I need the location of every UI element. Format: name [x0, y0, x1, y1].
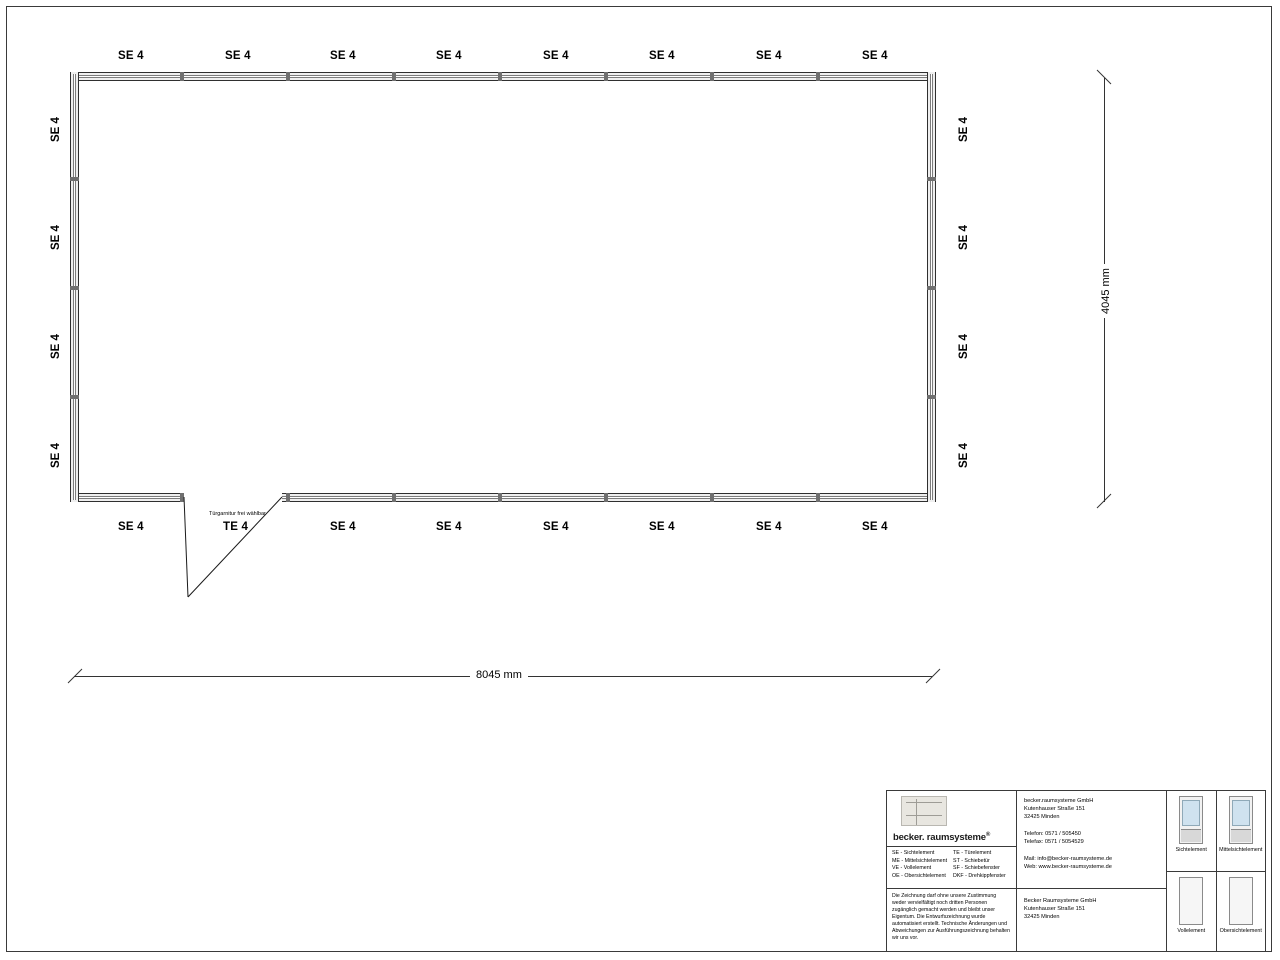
element-cell-mittelsichtelement — [1216, 791, 1266, 871]
company-address — [1024, 797, 1159, 821]
wall-joint — [816, 72, 820, 81]
logo-registered-icon: ® — [985, 831, 991, 838]
legend-column-left — [892, 850, 947, 885]
room-interior — [79, 81, 927, 493]
legend — [887, 847, 1016, 889]
wall-joint — [70, 395, 79, 399]
element-cell-sichtelement — [1167, 791, 1216, 871]
plan-label-bottom-0: SE 4 — [118, 521, 144, 533]
wall-joint — [927, 177, 936, 181]
disclaimer-text: Die Zeichnung darf ohne unsere Zustimmung weder vervielfältigt noch dritten Personen zugänglich gemacht werden und bleibt unser Eigentum. Die Entwurfszeichnung wurde automatisiert erstellt. Technische Änderungen und Abweichungen zur Ausführungszeichnung behalten wir uns vor. — [892, 893, 1010, 941]
logo-text — [893, 832, 990, 843]
plan-label-top-5: SE 4 — [649, 50, 675, 62]
legend-item: SE - Sichtelement — [892, 850, 935, 856]
element-row-bottom — [1167, 872, 1265, 952]
plan-label-right-0: SE 4 — [958, 117, 970, 142]
company-name: becker.raumsysteme GmbH — [1024, 798, 1094, 804]
company-info — [1017, 791, 1166, 889]
element-cell-obersichtelement — [1216, 872, 1266, 952]
plan-label-left-0: SE 4 — [50, 117, 62, 142]
plan-label-bottom-2: SE 4 — [330, 521, 356, 533]
wall-joint — [604, 493, 608, 502]
wall-joint — [286, 72, 290, 81]
building-logo-icon — [901, 796, 947, 826]
wall-joint — [710, 72, 714, 81]
company-web-block — [1024, 855, 1159, 871]
customer-city: 32425 Minden — [1024, 914, 1060, 920]
wall-joint — [710, 493, 714, 502]
title-block-address-column — [1017, 791, 1167, 951]
plan-label-right-2: SE 4 — [958, 334, 970, 359]
wall-joint — [816, 493, 820, 502]
wall-joint — [392, 493, 396, 502]
floor-plan — [70, 72, 936, 502]
plan-label-bottom-7: SE 4 — [862, 521, 888, 533]
logo-box — [887, 791, 1016, 847]
company-street: Kutenhauser Straße 151 — [1024, 806, 1085, 812]
plan-label-top-6: SE 4 — [756, 50, 782, 62]
title-block — [886, 790, 1266, 952]
plan-label-bottom-5: SE 4 — [649, 521, 675, 533]
legend-item: ST - Schiebetür — [953, 857, 990, 864]
obersichtelement-icon — [1229, 877, 1253, 925]
legend-item: DKF - Drehkippfenster — [953, 872, 1006, 879]
dimension-height-text: 4045 mm — [1100, 264, 1112, 318]
element-row-top — [1167, 791, 1265, 872]
legend-item: TE - Türelement — [953, 850, 992, 856]
element-cell-vollelement — [1167, 872, 1216, 952]
plan-label-top-2: SE 4 — [330, 50, 356, 62]
element-caption: Sichtelement — [1175, 847, 1207, 853]
logo-text-label: becker. raumsysteme — [893, 832, 986, 843]
element-caption: Mittelsichtelement — [1219, 847, 1263, 853]
company-web[interactable]: Web: www.becker-raumsysteme.de — [1024, 864, 1112, 870]
dimension-width-text: 8045 mm — [470, 669, 528, 681]
plan-label-left-2: SE 4 — [50, 334, 62, 359]
legend-column-right — [953, 850, 1006, 885]
plan-label-right-3: SE 4 — [958, 443, 970, 468]
door-note: Türgarnitur frei wählbar — [209, 511, 266, 517]
element-caption: Vollelement — [1177, 927, 1206, 934]
title-block-left-column — [887, 791, 1017, 951]
plan-label-top-7: SE 4 — [862, 50, 888, 62]
wall-joint — [70, 286, 79, 290]
door-swing — [180, 493, 300, 603]
company-city: 32425 Minden — [1024, 814, 1060, 820]
legend-item: SF - Schiebefenster — [953, 865, 1000, 872]
mittelsichtelement-icon — [1229, 796, 1253, 844]
company-phone-block — [1024, 830, 1159, 846]
customer-name: Becker Raumsysteme GmbH — [1024, 898, 1097, 904]
element-gallery — [1167, 791, 1265, 951]
sichtelement-icon — [1179, 796, 1203, 844]
company-fax: Telefax: 0571 / 5054529 — [1024, 839, 1084, 845]
wall-joint — [498, 493, 502, 502]
element-caption: Obersichtelement — [1219, 927, 1262, 934]
wall-top-inner — [72, 75, 934, 78]
plan-label-right-1: SE 4 — [958, 225, 970, 250]
company-phone: Telefon: 0571 / 505450 — [1024, 831, 1081, 837]
plan-label-top-1: SE 4 — [225, 50, 251, 62]
plan-label-bottom-6: SE 4 — [756, 521, 782, 533]
plan-label-left-1: SE 4 — [50, 225, 62, 250]
plan-label-bottom-1: TE 4 — [223, 521, 249, 533]
plan-label-top-0: SE 4 — [118, 50, 144, 62]
vollelement-icon — [1179, 877, 1203, 925]
wall-joint — [927, 286, 936, 290]
wall-joint — [392, 72, 396, 81]
customer-info — [1017, 889, 1166, 951]
wall-joint — [498, 72, 502, 81]
plan-label-bottom-3: SE 4 — [436, 521, 462, 533]
plan-label-left-3: SE 4 — [50, 443, 62, 468]
plan-label-top-3: SE 4 — [436, 50, 462, 62]
customer-street: Kutenhauser Straße 151 — [1024, 906, 1085, 912]
plan-label-top-4: SE 4 — [543, 50, 569, 62]
plan-label-bottom-4: SE 4 — [543, 521, 569, 533]
company-mail[interactable]: Mail: info@becker-raumsysteme.de — [1024, 856, 1113, 862]
wall-joint — [927, 395, 936, 399]
legend-item: ME - Mittelsichtelement — [892, 857, 948, 864]
legend-item: VE - Vollelement — [892, 865, 932, 872]
wall-joint — [604, 72, 608, 81]
wall-joint — [70, 177, 79, 181]
legend-item: OE - Obersichtelement — [892, 872, 946, 879]
wall-joint — [180, 72, 184, 81]
